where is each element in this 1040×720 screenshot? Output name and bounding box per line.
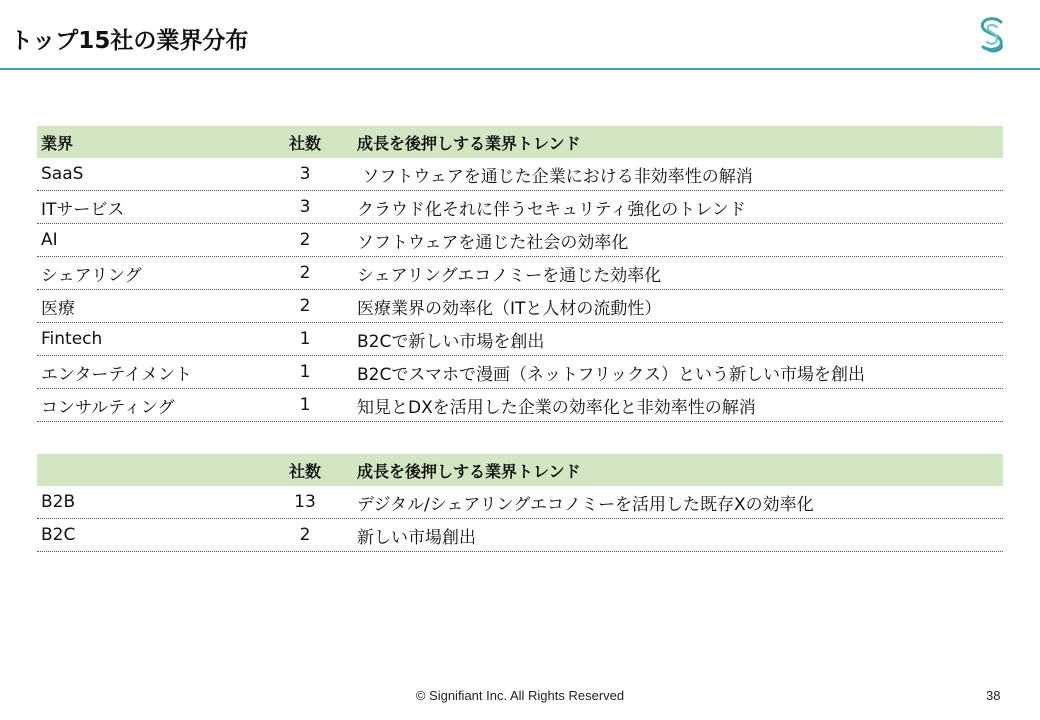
count-cell: 3 xyxy=(299,197,311,217)
count-cell: 2 xyxy=(299,525,311,545)
header-count: 社数 xyxy=(288,133,321,153)
header-trend: 成長を後押しする業界トレンド xyxy=(357,461,581,481)
page-number: 38 xyxy=(986,688,1001,703)
table-row xyxy=(37,191,1003,224)
header-count: 社数 xyxy=(288,461,321,481)
industry-table-header xyxy=(37,126,1003,158)
slide-title: トップ15社の業界分布 xyxy=(10,28,249,54)
count-cell: 2 xyxy=(299,296,311,316)
trend-cell: クラウド化それに伴うセキュリティ強化のトレンド xyxy=(357,199,746,220)
table-row xyxy=(37,323,1003,356)
industry-table xyxy=(37,126,1003,422)
industry-cell: コンサルティング xyxy=(41,397,175,418)
business-model-table-header xyxy=(37,454,1003,486)
industry-cell: 医療 xyxy=(41,298,75,319)
count-cell: 3 xyxy=(299,164,311,184)
table-row xyxy=(37,389,1003,422)
trend-cell: シェアリングエコノミーを通じた効率化 xyxy=(357,265,662,286)
trend-cell: デジタル/シェアリングエコノミーを活用した既存Xの効率化 xyxy=(357,494,814,515)
model-cell: B2C xyxy=(41,525,76,545)
trend-cell: B2Cでスマホで漫画（ネットフリックス）という新しい市場を創出 xyxy=(357,364,865,385)
industry-cell: SaaS xyxy=(41,164,84,184)
industry-cell: エンターテイメント xyxy=(41,364,192,385)
count-cell: 2 xyxy=(299,263,311,283)
table-row xyxy=(37,257,1003,290)
industry-cell: ITサービス xyxy=(41,199,125,220)
copyright-footer: © Signifiant Inc. All Rights Reserved xyxy=(415,688,625,703)
industry-cell: Fintech xyxy=(41,329,103,349)
table-row xyxy=(37,158,1003,191)
industry-cell: AI xyxy=(41,230,58,250)
header-trend: 成長を後押しする業界トレンド xyxy=(357,133,581,153)
table-row xyxy=(37,224,1003,257)
count-cell: 1 xyxy=(299,362,311,382)
trend-cell: 医療業界の効率化（ITと人材の流動性） xyxy=(357,298,662,319)
model-cell: B2B xyxy=(41,492,76,512)
trend-cell: 新しい市場創出 xyxy=(357,527,476,548)
trend-cell: ソフトウェアを通じた企業における非効率性の解消 xyxy=(357,166,753,187)
trend-cell: ソフトウェアを通じた社会の効率化 xyxy=(357,232,629,253)
header-industry: 業界 xyxy=(41,133,74,153)
count-cell: 2 xyxy=(299,230,311,250)
table-row xyxy=(37,356,1003,389)
s-swirl-logo-icon xyxy=(975,16,1009,56)
table-row xyxy=(37,486,1003,519)
count-cell: 1 xyxy=(299,329,311,349)
count-cell: 13 xyxy=(294,492,316,512)
table-row xyxy=(37,519,1003,552)
trend-cell: B2Cで新しい市場を創出 xyxy=(357,331,545,352)
business-model-table xyxy=(37,454,1003,552)
title-underline xyxy=(0,68,1040,70)
industry-cell: シェアリング xyxy=(41,265,142,286)
table-row xyxy=(37,290,1003,323)
count-cell: 1 xyxy=(299,395,311,415)
trend-cell: 知見とDXを活用した企業の効率化と非効率性の解消 xyxy=(357,397,756,418)
